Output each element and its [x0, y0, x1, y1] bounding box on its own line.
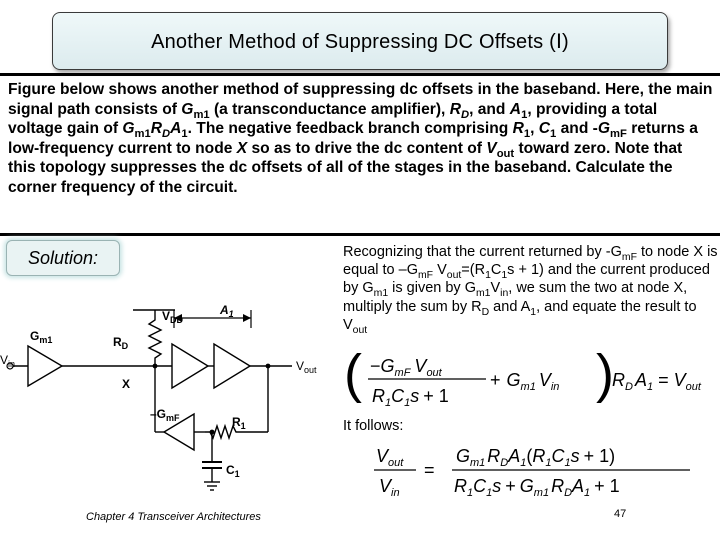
- r1-label: $R_1$: [232, 415, 246, 431]
- problem-run: R: [512, 120, 524, 138]
- solution-run: Recognizing that the current returned by -G: [343, 244, 622, 260]
- solution-run: V: [490, 280, 501, 297]
- c1-node-dot: [210, 430, 215, 435]
- solution-run: m1: [373, 288, 389, 300]
- problem-run: 1: [550, 128, 557, 141]
- problem-run: so as to drive the dc content of: [247, 139, 487, 157]
- solution-run: s + 1) and the current produced by G: [343, 262, 710, 297]
- problem-run: and -: [556, 120, 598, 138]
- circuit-diagram: [0, 276, 335, 506]
- eq2-rhs-den: $R_1C_1s + G_{m1}$ $R_DA_1 + 1$: [454, 476, 620, 499]
- problem-run: D: [460, 108, 470, 121]
- solution-run: to node X is equal to –G: [343, 244, 718, 279]
- vout-node-dot: [266, 364, 271, 369]
- title-box: [52, 12, 668, 70]
- solution-run: 1: [485, 270, 491, 282]
- problem-run: G: [181, 100, 194, 118]
- problem-run: , and: [469, 100, 510, 118]
- solution-run: and A: [489, 298, 531, 315]
- node-x-dot: [153, 364, 158, 369]
- rd-resistor: [149, 310, 161, 366]
- svg-text:=: =: [424, 460, 435, 480]
- solution-run: mF: [417, 270, 434, 282]
- solution-run: in: [500, 288, 509, 300]
- solution-explanation: [343, 243, 719, 334]
- solution-run: 1: [501, 270, 508, 282]
- eq1-denominator: $R_1C_1s + 1$: [372, 386, 449, 409]
- top-divider: [0, 73, 720, 76]
- problem-run: m1: [134, 128, 151, 141]
- a1-label: $A_1$: [220, 303, 234, 319]
- problem-run: ,: [530, 120, 539, 138]
- problem-run: (a transconductance amplifier),: [209, 100, 450, 118]
- problem-run: returns a low-frequency current to node: [8, 120, 698, 157]
- problem-run: m1: [193, 108, 210, 121]
- problem-run: G: [597, 120, 611, 138]
- solution-run: D: [481, 306, 490, 318]
- eq1-paren-close: ): [596, 346, 614, 404]
- eq1-paren-open: (: [344, 346, 362, 404]
- equation-2: [374, 440, 704, 502]
- eq1-numerator: $-G_{mF}$ $V_{out}$: [370, 356, 442, 379]
- solution-run: m1: [475, 288, 491, 300]
- solution-run: out: [352, 324, 368, 336]
- solution-run: , and equate the result to V: [343, 298, 697, 333]
- slide-title: Another Method of Suppressing DC Offsets (Ⅰ): [151, 30, 569, 53]
- problem-run: out: [496, 147, 515, 160]
- problem-divider: [0, 233, 720, 236]
- problem-run: toward zero. Note that this topology suppresses the dc offsets of all of the stages in the baseband. Calculate the corner frequency of the circuit.: [8, 139, 683, 196]
- solution-run: mF: [621, 251, 637, 263]
- problem-run: A: [509, 100, 522, 118]
- a1-arrow-right: [243, 314, 251, 322]
- problem-run: X: [236, 139, 248, 157]
- solution-run: out: [446, 270, 462, 282]
- problem-run: R: [150, 120, 162, 138]
- node-x-label: X: [122, 377, 131, 391]
- vout-label: $V_{out}$: [296, 359, 317, 375]
- solution-run: C: [490, 262, 502, 279]
- gmf-label: $-G_{mF}$: [150, 407, 180, 423]
- problem-run: , providing a total voltage gain of: [8, 100, 658, 138]
- problem-run: Figure below shows another method of suppressing dc offsets in the baseband. Here, the main signal path consists of: [8, 81, 713, 118]
- solution-box: [6, 240, 120, 276]
- eq2-lhs-den: $V_{in}$: [379, 476, 400, 499]
- vin-label: $V_{in}$: [0, 353, 16, 369]
- c1-label: $C_1$: [226, 463, 240, 479]
- solution-run: V: [433, 262, 447, 279]
- eq1-gm1-vin: + $G_{m1}$ $V_{in}$: [490, 370, 560, 393]
- problem-run: 1: [181, 128, 188, 141]
- solution-run: is given by G: [388, 280, 476, 297]
- problem-run: G: [122, 120, 135, 138]
- problem-run: 1: [523, 128, 531, 141]
- eq1-rhs: $R_D$ $A_1 = V_{out}$: [612, 370, 701, 393]
- problem-run: . The negative feedback branch comprising: [187, 120, 513, 138]
- gm1-amplifier: [28, 346, 62, 386]
- eq2-rhs-num: $G_{m1}$ $R_DA_1(R_1C_1s + 1)$: [456, 446, 616, 469]
- problem-run: A: [170, 120, 182, 138]
- it-follows-label: It follows:: [343, 418, 404, 434]
- rd-label: $R_D$: [113, 335, 129, 351]
- problem-run: mF: [610, 128, 627, 141]
- solution-label: Solution:: [27, 247, 99, 268]
- solution-run: , we sum the two at node X, multiply the sum by R: [343, 280, 688, 315]
- page-number: 47: [614, 508, 627, 520]
- vdd-label: $V_{DD}$: [162, 309, 184, 325]
- problem-run: 1: [521, 108, 528, 121]
- eq2-lhs-num: $V_{out}$: [376, 446, 404, 469]
- problem-run: R: [449, 100, 461, 118]
- problem-run: D: [162, 128, 171, 141]
- gm1-label: $G_{m1}$: [30, 329, 53, 345]
- problem-run: C: [538, 120, 551, 138]
- problem-run: V: [486, 139, 497, 157]
- problem-statement: [8, 80, 714, 198]
- solution-run: 1: [530, 306, 537, 318]
- a1-stage-2: [214, 344, 250, 388]
- equation-1: [342, 346, 720, 412]
- footer-chapter: Chapter 4 Transceiver Architectures: [86, 511, 261, 523]
- solution-run: =(R: [461, 262, 486, 279]
- a1-stage-1: [172, 344, 208, 388]
